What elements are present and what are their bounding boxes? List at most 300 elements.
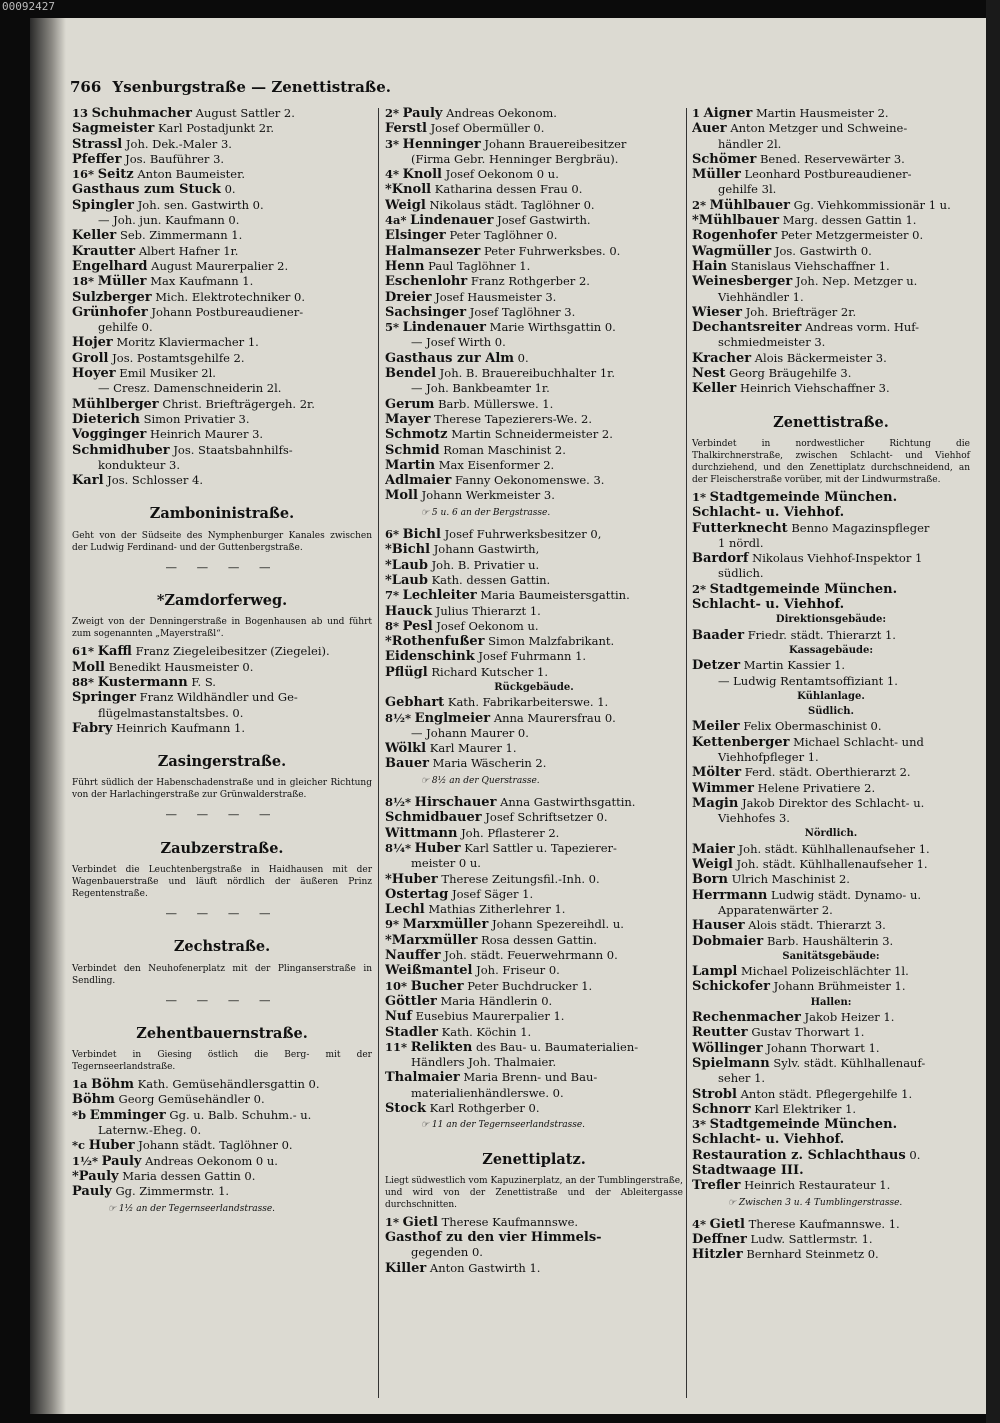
directory-entry [72, 290, 372, 305]
directory-entry [692, 274, 970, 289]
resident-name: Springer [72, 690, 136, 706]
directory-entry [692, 1132, 970, 1147]
directory-entry [385, 274, 683, 289]
resident-name: Stadler [385, 1024, 438, 1040]
house-number: 5* [385, 320, 400, 335]
directory-entry [385, 427, 683, 442]
resident-name: Sagmeister [72, 121, 155, 137]
entry-continuation: Viehhofpfleger 1. [718, 749, 819, 764]
entry-continuation: schmiedmeister 3. [718, 335, 826, 350]
directory-entry [385, 1070, 683, 1085]
resident-name: Pauly [72, 1184, 112, 1200]
resident-details: Julius Thierarzt 1. [435, 603, 541, 618]
resident-name: Deffner [692, 1232, 747, 1248]
resident-name: Killer [385, 1260, 427, 1276]
directory-entry [385, 527, 683, 542]
resident-details: Alois Bäckermeister 3. [754, 350, 887, 365]
resident-name: Gerum [385, 396, 435, 412]
resident-details: Richard Kutscher 1. [431, 664, 548, 679]
resident-name: Bichl [402, 527, 441, 543]
directory-entry [72, 473, 372, 488]
directory-entry [72, 1154, 372, 1169]
resident-details: Emil Musiker 2l. [119, 366, 216, 381]
resident-details: Max Eisenformer 2. [438, 457, 555, 472]
resident-name: Gietl [402, 1214, 438, 1230]
resident-name: Gasthaus zur Alm [385, 350, 515, 366]
house-number: 2* [692, 581, 707, 596]
directory-entry [692, 1041, 970, 1056]
resident-details: Anton Gastwirth 1. [429, 1260, 541, 1275]
directory-entry [72, 412, 372, 427]
resident-details: Johann Gastwirth, [433, 542, 540, 557]
resident-details: Mich. Elektrotechniker 0. [155, 289, 306, 304]
resident-details: Gg. u. Balb. Schuhm.- u. [169, 1107, 312, 1122]
directory-entry [692, 888, 970, 903]
directory-entry [385, 756, 683, 771]
directory-entry [692, 842, 970, 857]
directory-entry [385, 1101, 683, 1116]
directory-entry [72, 721, 372, 736]
house-number: 1a [72, 1077, 88, 1092]
building-subheading: Direktionsgebäude: [775, 614, 887, 626]
resident-name: *Knoll [385, 182, 432, 198]
resident-details: Therese Tapezierers-We. 2. [434, 411, 592, 426]
resident-name: Restauration z. Schlachthaus [692, 1147, 906, 1163]
directory-entry [692, 582, 970, 597]
resident-details: Martin Hausmeister 2. [756, 106, 889, 120]
directory-entry [692, 167, 970, 182]
resident-name: Henninger [402, 136, 481, 152]
resident-name: Huber [88, 1138, 135, 1154]
resident-name: Mühlbauer [709, 197, 790, 213]
resident-name: Wieser [692, 304, 743, 320]
resident-name: Vogginger [72, 427, 147, 443]
resident-details: Joh. städt. Kühlhallenaufseher 1. [738, 841, 930, 856]
resident-name: Wölkl [385, 741, 427, 757]
resident-details: Heinrich Viehschaffner 3. [739, 381, 890, 396]
page-edge [986, 0, 1000, 1423]
directory-entry [385, 604, 683, 619]
resident-name: Groll [72, 350, 109, 366]
resident-name: Schömer [692, 151, 757, 167]
directory-entry [385, 121, 683, 136]
directory-entry [72, 1169, 372, 1184]
resident-details: Mathias Zitherlehrer 1. [428, 902, 566, 917]
directory-entry [692, 521, 970, 536]
resident-name: Hauck [385, 603, 433, 619]
house-number: 7* [385, 588, 400, 603]
resident-name: Nest [692, 366, 726, 382]
directory-entry [385, 994, 683, 1009]
resident-name: Born [692, 872, 728, 888]
resident-name: Strassl [72, 136, 123, 152]
resident-name: Herrmann [692, 887, 768, 903]
resident-details: Joh. Friseur 0. [476, 963, 560, 978]
directory-entry [692, 121, 970, 136]
resident-details: F. S. [191, 674, 216, 689]
directory-entry [692, 628, 970, 643]
directory-entry [72, 228, 372, 243]
directory-entry [385, 106, 683, 121]
directory-entry [692, 781, 970, 796]
resident-details: August Maurerpalier 2. [151, 258, 289, 273]
directory-entry [72, 690, 372, 705]
resident-name: Lampl [692, 964, 738, 980]
resident-details: Andreas Oekonom 0 u. [145, 1153, 278, 1168]
directory-entry [385, 473, 683, 488]
resident-details: Josef Hausmeister 3. [435, 289, 557, 304]
resident-name: Halmansezer [385, 243, 481, 259]
directory-entry [385, 588, 683, 603]
resident-details: Josef Gastwirth. [497, 213, 591, 228]
resident-name: Hauser [692, 918, 745, 934]
directory-entry [692, 964, 970, 979]
resident-details: Joh. B. Brauereibuchhalter 1r. [439, 366, 616, 381]
house-number: 88* [72, 674, 95, 689]
resident-details: Johann Thorwart 1. [766, 1040, 880, 1055]
directory-entry [692, 872, 970, 887]
resident-details: Gustav Thorwart 1. [751, 1025, 865, 1040]
resident-name: Seitz [97, 167, 134, 183]
directory-entry [692, 1178, 970, 1193]
resident-name: Emminger [89, 1107, 166, 1123]
directory-entry [692, 366, 970, 381]
entry-continuation: Viehhändler 1. [718, 289, 804, 304]
resident-name: Moll [72, 659, 105, 675]
directory-entry [385, 979, 683, 994]
resident-details: Karl Sattler u. Tapezierer- [464, 840, 617, 855]
resident-name: Mühlberger [72, 396, 159, 412]
resident-name: Bardorf [692, 551, 749, 567]
directory-entry [692, 351, 970, 366]
directory-entry [385, 1230, 683, 1245]
resident-name: Göttler [385, 993, 437, 1009]
entry-continuation: gehilfe 3l. [718, 182, 777, 197]
directory-entry [72, 182, 372, 197]
resident-details: Johann Postbureaudiener- [151, 304, 304, 319]
resident-name: Henn [385, 258, 425, 274]
directory-entry [385, 665, 683, 680]
ditto-entry: — Joh. jun. Kaufmann 0. [98, 213, 240, 228]
directory-entry [692, 1148, 970, 1163]
resident-details: Josef Obermüller 0. [430, 121, 545, 136]
directory-entry [692, 244, 970, 259]
resident-details: Maria Brenn- und Bau- [463, 1070, 598, 1085]
street-heading: Zenettistraße. [773, 413, 889, 431]
resident-details: Therese Kaufmannswe. [441, 1214, 579, 1229]
directory-entry [692, 1102, 970, 1117]
resident-name: Wagmüller [692, 243, 772, 259]
directory-entry [692, 1217, 970, 1232]
directory-entry [385, 1025, 683, 1040]
resident-name: Schmid [385, 442, 440, 458]
resident-name: Pflügl [385, 664, 428, 680]
resident-details: Felix Obermaschinist 0. [743, 719, 882, 734]
resident-details: August Sattler 2. [195, 106, 295, 120]
resident-name: Kracher [692, 350, 752, 366]
directory-entry [72, 335, 372, 350]
resident-details: Josef Oekonom u. [436, 618, 539, 633]
directory-entry [385, 841, 683, 856]
resident-details: Benedikt Hausmeister 0. [108, 659, 254, 674]
directory-entry [385, 488, 683, 503]
directory-entry [385, 198, 683, 213]
resident-name: Englmeier [414, 710, 491, 726]
cross-reference-note: ☞ 5 u. 6 an der Bergstrasse. [421, 507, 551, 518]
resident-details: 0. [517, 350, 529, 365]
directory-entry [692, 735, 970, 750]
directory-entry [385, 443, 683, 458]
resident-details: Johann Brühmeister 1. [773, 979, 906, 994]
resident-details: Ludwig städt. Dynamo- u. [771, 887, 922, 902]
directory-entry [72, 274, 372, 289]
resident-details: Kath. dessen Gattin. [431, 572, 551, 587]
resident-details: Barb. Müllerswe. 1. [438, 396, 554, 411]
resident-name: Futterknecht [692, 520, 788, 536]
resident-details: Gg. Viehkommissionär 1 u. [793, 197, 951, 212]
directory-entry [692, 198, 970, 213]
street-heading: Zamboninistraße. [149, 505, 295, 523]
resident-details: Stanislaus Viehschaffner 1. [730, 258, 890, 273]
directory-entry [72, 152, 372, 167]
directory-entry [72, 397, 372, 412]
resident-name: Auer [692, 121, 727, 137]
resident-name: *Laub [385, 572, 428, 588]
resident-name: Bucher [410, 978, 464, 994]
resident-details: Joh. städt. Feuerwehrmann 0. [444, 948, 618, 963]
directory-entry [692, 918, 970, 933]
directory-entry [385, 366, 683, 381]
directory-entry [385, 872, 683, 887]
entry-continuation: gegenden 0. [411, 1245, 483, 1260]
directory-entry [692, 213, 970, 228]
directory-entry [385, 1009, 683, 1024]
house-number: 1½* [72, 1153, 99, 1168]
resident-details: Jos. Staatsbahnhilfs- [173, 442, 293, 457]
directory-entry [72, 351, 372, 366]
resident-details: Joh. Briefträger 2r. [745, 304, 857, 319]
entry-continuation: meister 0 u. [411, 856, 481, 871]
directory-entry [385, 963, 683, 978]
resident-name: Rogenhofer [692, 228, 778, 244]
cross-reference-note: ☞ 1½ an der Tegernseerlandstrasse. [108, 1203, 276, 1214]
resident-name: *Pauly [72, 1168, 119, 1184]
resident-details: des Bau- u. Baumaterialien- [476, 1039, 639, 1054]
resident-name: Hoyer [72, 366, 116, 382]
resident-name: Keller [692, 381, 737, 397]
resident-name: Grünhofer [72, 304, 148, 320]
house-number: *b [72, 1107, 87, 1122]
entry-continuation: südlich. [718, 566, 764, 581]
directory-entry [692, 796, 970, 811]
resident-name: Hojer [72, 335, 113, 351]
directory-entry [385, 320, 683, 335]
house-number: 8½* [385, 710, 412, 725]
resident-name: Nuf [385, 1009, 412, 1025]
directory-entry [385, 634, 683, 649]
resident-name: Stadtgemeinde München. [709, 1117, 898, 1133]
house-number: *c [72, 1138, 86, 1153]
resident-name: Thalmaier [385, 1070, 460, 1086]
resident-details: Alois städt. Thierarzt 3. [748, 918, 886, 933]
resident-name: Böhm [72, 1092, 115, 1108]
page-header [70, 78, 391, 96]
resident-name: Mayer [385, 411, 431, 427]
street-heading: *Zamdorferweg. [156, 592, 288, 610]
street-heading: Zenettiplatz. [482, 1150, 586, 1168]
resident-name: Gietl [709, 1216, 745, 1232]
scan-id: 00092427 [2, 0, 55, 13]
resident-name: Weinesberger [692, 274, 793, 290]
resident-details: Johann Spezereihdl. u. [491, 917, 624, 932]
resident-name: Schlacht- u. Viehhof. [692, 1132, 845, 1148]
resident-name: Baader [692, 627, 745, 643]
entry-continuation: materialienhändlerswe. 0. [411, 1085, 564, 1100]
resident-details: Michael Polizeischlächter 1l. [741, 964, 909, 979]
directory-entry [385, 397, 683, 412]
resident-details: Martin Schneidermeister 2. [451, 427, 613, 442]
directory-entry [692, 597, 970, 612]
resident-name: Hirschauer [414, 795, 497, 811]
resident-name: Karl [72, 473, 104, 489]
directory-entry [385, 412, 683, 427]
directory-entry [385, 558, 683, 573]
page-number: 766 [70, 78, 102, 96]
resident-details: Fanny Oekonomenswe. 3. [455, 473, 605, 488]
resident-details: Jakob Heizer 1. [804, 1010, 895, 1025]
resident-name: *Laub [385, 557, 428, 573]
directory-entry [385, 1261, 683, 1276]
resident-name: Reutter [692, 1025, 748, 1041]
street-description: Liegt südwestlich vom Kapuzinerplatz, an der Tumblingerstraße, und wird von der Zenettistraße und der Ableitergasse durchschnitten. [385, 1175, 683, 1210]
directory-entry [385, 290, 683, 305]
directory-entry [385, 228, 683, 243]
directory-entry [72, 1092, 372, 1107]
directory-entry [72, 443, 372, 458]
building-subheading: Nördlich. [804, 828, 858, 840]
resident-details: Heinrich Restaurateur 1. [744, 1178, 891, 1193]
directory-entry [385, 619, 683, 634]
resident-details: Josef Schriftsetzer 0. [485, 810, 608, 825]
street-description: Zweigt von der Denningerstraße in Bogenhausen ab und führt zum sogenannten „Mayerstraßl“. [72, 617, 372, 640]
directory-entry [385, 826, 683, 841]
house-number: 3* [385, 136, 400, 151]
resident-details: Joh. Nep. Metzger u. [795, 274, 918, 289]
resident-details: Josef Oekonom 0 u. [445, 167, 559, 182]
resident-details: Joh. städt. Kühlhallenaufseher 1. [736, 857, 928, 872]
resident-details: Peter Metzgermeister 0. [780, 228, 924, 243]
directory-entry [692, 381, 970, 396]
resident-details: Eusebius Maurerpalier 1. [415, 1009, 565, 1024]
street-heading: Zaubzerstraße. [160, 839, 284, 857]
directory-entry [692, 551, 970, 566]
directory-entry [385, 244, 683, 259]
resident-details: Andreas Oekonom. [446, 106, 557, 120]
resident-name: *Rothenfußer [385, 634, 485, 650]
resident-details: Karl Maurer 1. [429, 741, 517, 756]
resident-name: Relikten [410, 1039, 473, 1055]
resident-details: Johann Brauereibesitzer [484, 136, 627, 151]
resident-name: Pauly [101, 1153, 142, 1169]
resident-name: Ostertag [385, 886, 449, 902]
resident-details: Paul Taglöhner 1. [428, 258, 531, 273]
directory-entry [692, 1232, 970, 1247]
column-1 [72, 106, 372, 1223]
ditto-entry: — Joh. Bankbeamter 1r. [411, 381, 550, 396]
entry-continuation: seher 1. [718, 1071, 766, 1086]
resident-name: Pfeffer [72, 151, 122, 167]
directory-entry [692, 1247, 970, 1262]
directory-entry [692, 934, 970, 949]
directory-entry [385, 542, 683, 557]
directory-entry [385, 167, 683, 182]
resident-name: *Mühlbauer [692, 213, 780, 229]
resident-name: Kaffl [97, 644, 132, 660]
separator-dashes: — — — — [165, 807, 279, 822]
street-description: Verbindet den Neuhofenerplatz mit der Plinganserstraße in Sendling. [72, 963, 372, 986]
resident-name: Maier [692, 841, 735, 857]
resident-name: Stadtwaage III. [692, 1163, 804, 1178]
entry-continuation: händler 2l. [718, 136, 782, 151]
building-subheading: Rückgebäude. [494, 681, 574, 693]
house-number: 8* [385, 618, 400, 633]
resident-name: Lechl [385, 902, 425, 918]
house-number: 13 [72, 106, 89, 120]
resident-details: Josef Fuhrwerksbesitzer 0, [444, 527, 602, 542]
resident-details: Anna Maurersfrau 0. [493, 710, 616, 725]
resident-name: Lechleiter [402, 588, 477, 604]
resident-name: Hitzler [692, 1247, 743, 1263]
directory-entry [72, 137, 372, 152]
entry-continuation: Händlers Joh. Thalmaier. [411, 1055, 557, 1070]
resident-name: Magin [692, 795, 739, 811]
resident-name: Stadtgemeinde München. [709, 489, 898, 505]
resident-name: Kettenberger [692, 734, 790, 750]
resident-name: Detzer [692, 658, 741, 674]
resident-details: Anton Baumeister. [137, 167, 245, 182]
resident-details: Katharina dessen Frau 0. [434, 182, 583, 197]
resident-details: Karl Postadjunkt 2r. [157, 121, 275, 136]
entry-continuation: Apparatenwärter 2. [718, 902, 833, 917]
page-title: Ysenburgstraße — Zenettistraße. [112, 78, 391, 96]
house-number: 6* [385, 527, 400, 542]
directory-entry [692, 1056, 970, 1071]
resident-details: Josef Säger 1. [451, 886, 534, 901]
resident-details: Therese Kaufmannswe. 1. [748, 1216, 900, 1231]
directory-entry [692, 106, 970, 121]
resident-name: Gasthof zu den vier Himmels- [385, 1230, 602, 1246]
resident-name: *Marxmüller [385, 932, 478, 948]
building-subheading: Kühlanlage. [797, 690, 865, 702]
directory-entry [692, 1025, 970, 1040]
building-subheading: Sanitätsgebäude: [782, 950, 880, 962]
directory-entry [692, 1163, 970, 1178]
directory-entry [692, 658, 970, 673]
resident-details: Georg Gemüsehändler 0. [118, 1092, 265, 1107]
building-subheading: Kassagebäude: [788, 644, 874, 656]
directory-entry [385, 887, 683, 902]
resident-details: Simon Privatier 3. [143, 411, 250, 426]
directory-entry [692, 1117, 970, 1132]
cross-reference-note: ☞ 8½ an der Querstrasse. [421, 775, 540, 786]
resident-details: Anton städt. Pflegergehilfe 1. [740, 1086, 913, 1101]
resident-name: Müller [97, 274, 147, 290]
separator-dashes: — — — — [165, 905, 279, 920]
directory-entry [385, 695, 683, 710]
column-3 [692, 106, 970, 1263]
resident-details: Josef Taglöhner 3. [469, 304, 576, 319]
directory-entry [385, 649, 683, 664]
